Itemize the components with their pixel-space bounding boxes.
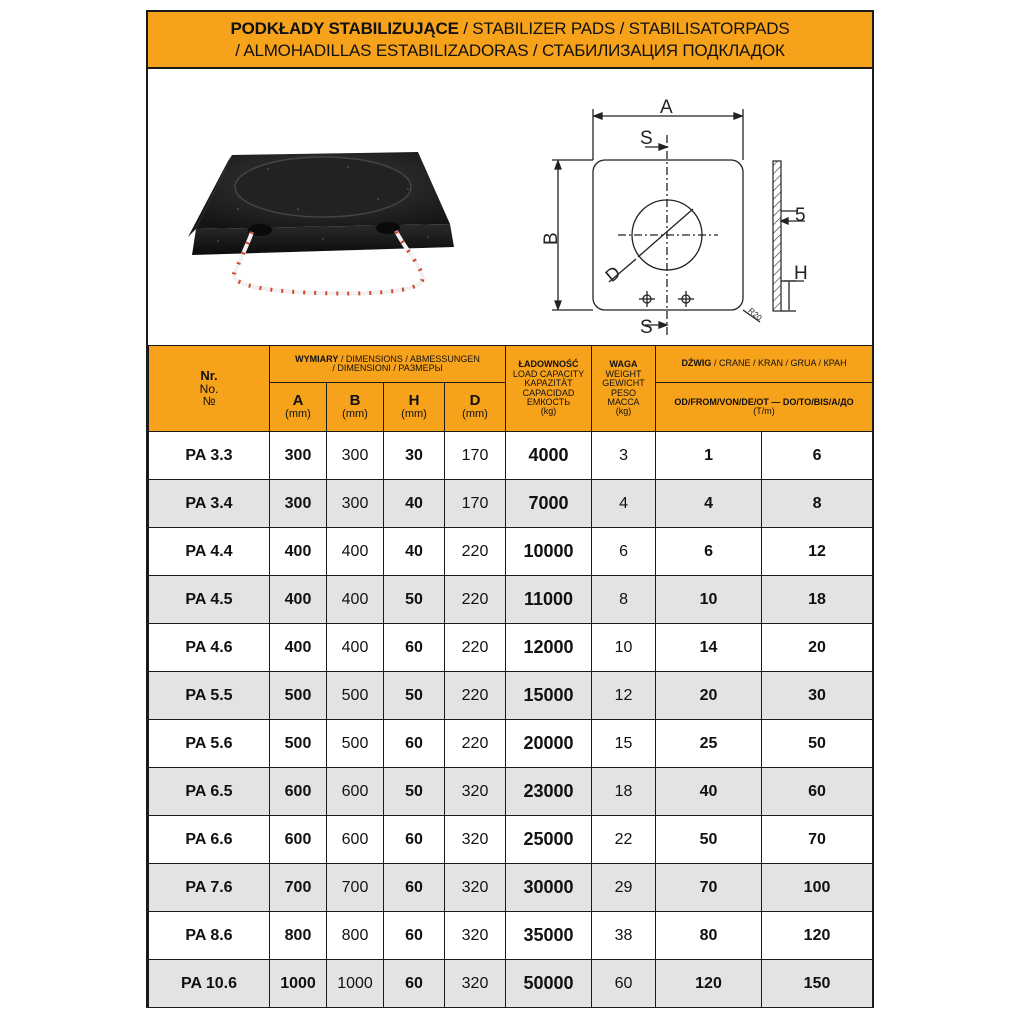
page-title	[148, 12, 872, 69]
cell-weight: 18	[592, 768, 656, 816]
table-row	[149, 624, 873, 672]
cell-crane-from: 80	[656, 912, 762, 960]
cell-crane-to: 8	[762, 480, 873, 528]
cell-weight: 29	[592, 864, 656, 912]
cell-d: 320	[445, 912, 506, 960]
cell-nr: PA 10.6	[149, 960, 270, 1008]
col-header-weight: WAGA WEIGHT GEWICHT PESO МАССА (kg)	[592, 346, 656, 432]
cell-crane-to: 150	[762, 960, 873, 1008]
cell-nr: PA 3.4	[149, 480, 270, 528]
col-header-dimensions: WYMIARY / DIMENSIONS / ABMESSUNGEN / DIMENSIONI / РАЗМЕРЫ	[270, 346, 506, 383]
figure-svg	[148, 69, 872, 345]
cell-crane-to: 60	[762, 768, 873, 816]
cell-d: 170	[445, 432, 506, 480]
table-row	[149, 432, 873, 480]
cell-load: 20000	[506, 720, 592, 768]
label-a: A	[660, 97, 673, 118]
cell-d: 220	[445, 624, 506, 672]
cell-b: 400	[327, 624, 384, 672]
cell-h: 60	[384, 864, 445, 912]
pad-section	[773, 161, 781, 311]
title-line-2: / ALMOHADILLAS ESTABILIZADORAS / СТАБИЛИЗАЦИЯ ПОДКЛАДОК	[235, 41, 785, 60]
cell-a: 400	[270, 576, 327, 624]
cell-h: 60	[384, 720, 445, 768]
technical-drawing	[552, 109, 805, 337]
cell-a: 400	[270, 624, 327, 672]
cell-weight: 10	[592, 624, 656, 672]
cell-crane-to: 20	[762, 624, 873, 672]
cell-load: 10000	[506, 528, 592, 576]
cell-a: 500	[270, 720, 327, 768]
cell-crane-from: 120	[656, 960, 762, 1008]
cell-d: 220	[445, 576, 506, 624]
title-translations: / STABILIZER PADS / STABILISATORPADS	[458, 19, 790, 38]
table-row	[149, 672, 873, 720]
cell-h: 30	[384, 432, 445, 480]
cell-weight: 22	[592, 816, 656, 864]
label-d: D	[601, 262, 625, 286]
cell-crane-to: 6	[762, 432, 873, 480]
label-s-bottom: S	[640, 317, 653, 338]
cell-crane-from: 10	[656, 576, 762, 624]
spec-table	[148, 345, 873, 1008]
table-row	[149, 528, 873, 576]
cell-d: 320	[445, 816, 506, 864]
cell-crane-from: 50	[656, 816, 762, 864]
col-header-b: B (mm)	[327, 383, 384, 432]
label-s-top: S	[640, 128, 653, 149]
table-row	[149, 816, 873, 864]
col-header-a: A (mm)	[270, 383, 327, 432]
cell-weight: 15	[592, 720, 656, 768]
cell-a: 800	[270, 912, 327, 960]
cell-b: 500	[327, 672, 384, 720]
label-b: B	[541, 232, 562, 245]
cell-weight: 12	[592, 672, 656, 720]
cell-d: 220	[445, 720, 506, 768]
cell-crane-to: 18	[762, 576, 873, 624]
col-header-h: H (mm)	[384, 383, 445, 432]
cell-b: 1000	[327, 960, 384, 1008]
col-header-crane: DŹWIG / CRANE / KRAN / GRUA / КРАН	[656, 346, 873, 383]
cell-d: 220	[445, 672, 506, 720]
cell-h: 60	[384, 960, 445, 1008]
cell-crane-to: 50	[762, 720, 873, 768]
spec-sheet	[146, 10, 874, 1008]
cell-nr: PA 4.6	[149, 624, 270, 672]
cell-a: 1000	[270, 960, 327, 1008]
cell-a: 500	[270, 672, 327, 720]
cell-weight: 6	[592, 528, 656, 576]
table-row	[149, 576, 873, 624]
cell-b: 400	[327, 528, 384, 576]
label-5: 5	[795, 205, 806, 226]
table-row	[149, 864, 873, 912]
cell-h: 40	[384, 480, 445, 528]
cell-b: 300	[327, 480, 384, 528]
cell-crane-from: 4	[656, 480, 762, 528]
cell-h: 60	[384, 912, 445, 960]
cell-h: 60	[384, 816, 445, 864]
cell-b: 300	[327, 432, 384, 480]
cell-nr: PA 5.6	[149, 720, 270, 768]
cell-d: 320	[445, 960, 506, 1008]
cell-b: 400	[327, 576, 384, 624]
cell-nr: PA 4.5	[149, 576, 270, 624]
cell-crane-to: 30	[762, 672, 873, 720]
cell-load: 12000	[506, 624, 592, 672]
table-row	[149, 960, 873, 1008]
cell-d: 220	[445, 528, 506, 576]
cell-h: 60	[384, 624, 445, 672]
cell-crane-to: 70	[762, 816, 873, 864]
cell-b: 800	[327, 912, 384, 960]
cell-nr: PA 6.6	[149, 816, 270, 864]
table-body	[149, 432, 873, 1008]
cell-nr: PA 7.6	[149, 864, 270, 912]
table-row	[149, 480, 873, 528]
pad-photo	[188, 152, 454, 294]
col-header-d: D (mm)	[445, 383, 506, 432]
cell-b: 500	[327, 720, 384, 768]
cell-weight: 8	[592, 576, 656, 624]
cell-weight: 3	[592, 432, 656, 480]
cell-load: 4000	[506, 432, 592, 480]
table-row	[149, 720, 873, 768]
cell-nr: PA 8.6	[149, 912, 270, 960]
cell-crane-to: 12	[762, 528, 873, 576]
cell-load: 30000	[506, 864, 592, 912]
title-line-1	[148, 18, 872, 40]
cell-b: 700	[327, 864, 384, 912]
label-r20: R20	[746, 306, 764, 323]
cell-crane-from: 6	[656, 528, 762, 576]
cell-h: 50	[384, 672, 445, 720]
col-header-nr: Nr. No. №	[149, 346, 270, 432]
cell-weight: 38	[592, 912, 656, 960]
cell-nr: PA 5.5	[149, 672, 270, 720]
label-h: H	[794, 263, 808, 284]
col-header-crane-range: OD/FROM/VON/DE/OT — DO/TO/BIS/A/ДО (T/m)	[656, 383, 873, 432]
cell-nr: PA 6.5	[149, 768, 270, 816]
pad-circular-recess	[235, 157, 411, 217]
cell-crane-to: 100	[762, 864, 873, 912]
cell-crane-to: 120	[762, 912, 873, 960]
title-polish: PODKŁADY STABILIZUJĄCE	[230, 19, 459, 38]
table-row	[149, 768, 873, 816]
cell-d: 320	[445, 768, 506, 816]
cell-d: 320	[445, 864, 506, 912]
cell-crane-from: 1	[656, 432, 762, 480]
cell-a: 600	[270, 816, 327, 864]
cell-load: 11000	[506, 576, 592, 624]
cell-crane-from: 25	[656, 720, 762, 768]
table-row	[149, 912, 873, 960]
cell-a: 400	[270, 528, 327, 576]
cell-load: 15000	[506, 672, 592, 720]
cell-weight: 4	[592, 480, 656, 528]
cell-b: 600	[327, 816, 384, 864]
cell-nr: PA 3.3	[149, 432, 270, 480]
cell-a: 700	[270, 864, 327, 912]
cell-crane-from: 20	[656, 672, 762, 720]
product-figure	[148, 69, 872, 345]
cell-crane-from: 40	[656, 768, 762, 816]
cell-load: 23000	[506, 768, 592, 816]
cell-a: 600	[270, 768, 327, 816]
cell-load: 50000	[506, 960, 592, 1008]
cell-nr: PA 4.4	[149, 528, 270, 576]
cell-crane-from: 70	[656, 864, 762, 912]
col-header-load-capacity: ŁADOWNOŚĆ LOAD CAPACITY KAPAZITÄT CAPACIDAD ЕМКОСТЬ (kg)	[506, 346, 592, 432]
cell-d: 170	[445, 480, 506, 528]
cell-h: 40	[384, 528, 445, 576]
cell-load: 7000	[506, 480, 592, 528]
cell-b: 600	[327, 768, 384, 816]
cell-load: 25000	[506, 816, 592, 864]
cell-a: 300	[270, 480, 327, 528]
cell-h: 50	[384, 768, 445, 816]
cell-weight: 60	[592, 960, 656, 1008]
cell-load: 35000	[506, 912, 592, 960]
cell-a: 300	[270, 432, 327, 480]
cell-crane-from: 14	[656, 624, 762, 672]
diameter-line	[638, 209, 693, 257]
cell-h: 50	[384, 576, 445, 624]
